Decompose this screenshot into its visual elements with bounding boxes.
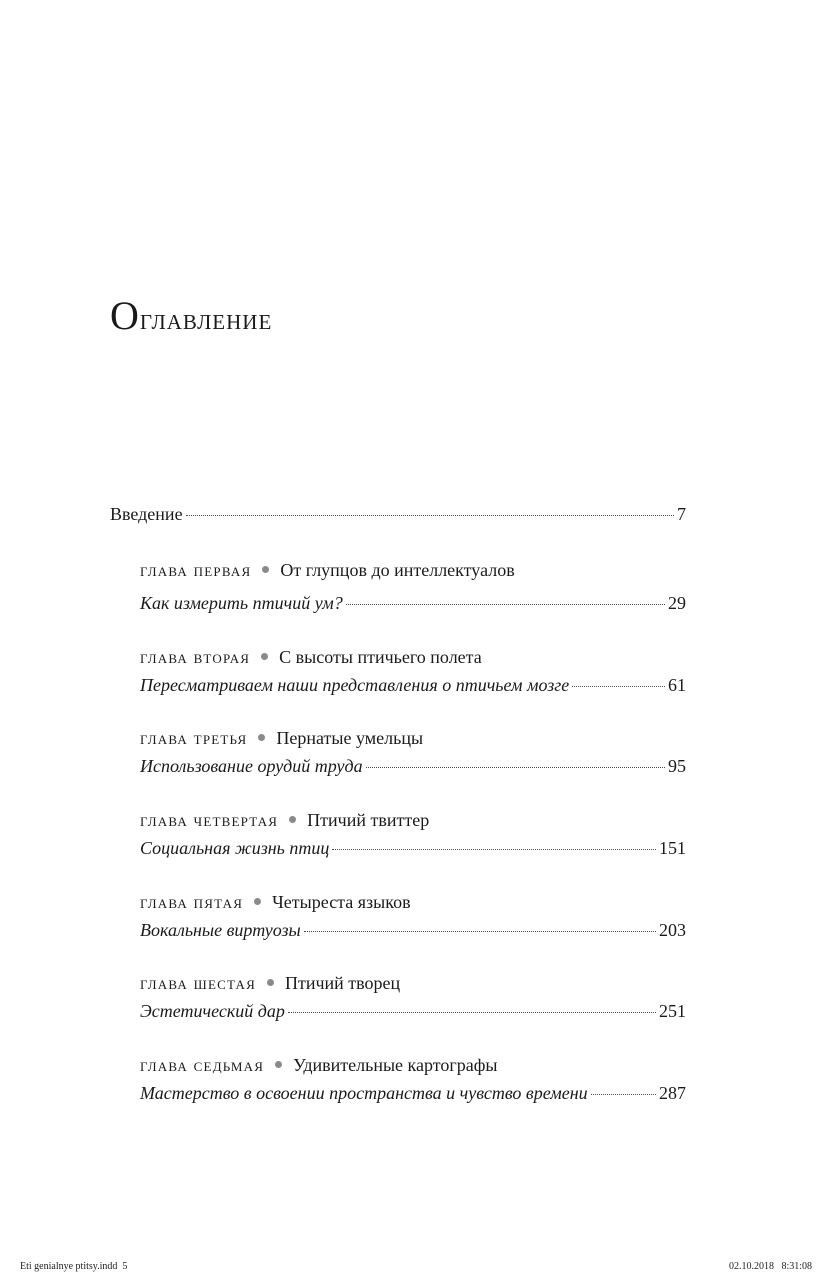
footer-page-number: 5	[122, 1261, 128, 1272]
bullet-icon	[261, 653, 268, 660]
chapter-6-entry[interactable]	[140, 999, 686, 1023]
dot-leader	[591, 1094, 656, 1095]
bullet-icon	[267, 979, 274, 986]
chapter-page: 29	[668, 593, 686, 613]
chapter-4-heading[interactable]	[140, 808, 429, 832]
chapter-subtitle: Социальная жизнь птиц	[140, 838, 330, 858]
chapter-subtitle: Вокальные виртуозы	[140, 920, 301, 940]
dot-leader	[186, 515, 674, 516]
chapter-label: глава шестая	[140, 973, 256, 993]
dot-leader	[288, 1012, 656, 1013]
chapter-page: 61	[668, 675, 686, 695]
chapter-page: 151	[659, 838, 686, 858]
footer-time: 8:31:08	[781, 1261, 812, 1272]
chapter-subtitle: Использование орудий труда	[140, 756, 363, 776]
page-title	[110, 293, 273, 338]
chapter-2-entry[interactable]	[140, 673, 686, 697]
chapter-4-entry[interactable]	[140, 836, 686, 860]
chapter-title: Удивительные картографы	[293, 1055, 498, 1075]
toc-intro-label: Введение	[110, 504, 183, 524]
chapter-subtitle: Мастерство в освоении пространства и чувство времени	[140, 1083, 588, 1103]
toc-intro-page: 7	[677, 504, 686, 524]
chapter-label: глава первая	[140, 560, 252, 580]
chapter-7-entry[interactable]	[140, 1081, 686, 1105]
chapter-title: От глупцов до интеллектуалов	[280, 560, 515, 580]
dot-leader	[346, 604, 665, 605]
bullet-icon	[262, 566, 269, 573]
bullet-icon	[275, 1061, 282, 1068]
dot-leader	[572, 686, 665, 687]
title-rest: главление	[139, 303, 273, 336]
dot-leader	[332, 849, 656, 850]
chapter-label: глава четвертая	[140, 810, 279, 830]
chapter-title: С высоты птичьего полета	[279, 647, 482, 667]
footer-file-info	[20, 1261, 127, 1273]
chapter-5-heading[interactable]	[140, 890, 411, 914]
chapter-5-entry[interactable]	[140, 918, 686, 942]
chapter-2-heading[interactable]	[140, 645, 482, 669]
chapter-7-heading[interactable]	[140, 1053, 498, 1077]
chapter-3-entry[interactable]	[140, 754, 686, 778]
chapter-1-heading[interactable]	[140, 558, 515, 582]
bullet-icon	[258, 734, 265, 741]
footer-timestamp	[729, 1261, 812, 1273]
chapter-6-heading[interactable]	[140, 971, 400, 995]
chapter-label: глава третья	[140, 728, 248, 748]
chapter-title: Птичий твиттер	[307, 810, 430, 830]
chapter-subtitle: Пересматриваем наши представления о птичьем мозге	[140, 675, 570, 695]
chapter-page: 251	[659, 1001, 686, 1021]
bullet-icon	[254, 898, 261, 905]
chapter-title: Птичий творец	[284, 973, 401, 993]
chapter-3-heading[interactable]	[140, 726, 423, 750]
title-initial: О	[110, 293, 140, 338]
dot-leader	[366, 767, 665, 768]
chapter-page: 95	[668, 756, 686, 776]
footer-filename: Eti genialnye ptitsy.indd	[20, 1261, 118, 1272]
chapter-subtitle: Как измерить птичий ум?	[140, 593, 343, 613]
footer-date: 02.10.2018	[728, 1261, 774, 1272]
chapter-label: глава вторая	[140, 647, 251, 667]
chapter-subtitle: Эстетический дар	[140, 1001, 285, 1021]
chapter-page: 203	[659, 920, 686, 940]
toc-intro[interactable]	[110, 502, 686, 526]
chapter-label: глава седьмая	[140, 1055, 265, 1075]
chapter-page: 287	[659, 1083, 686, 1103]
dot-leader	[304, 931, 656, 932]
chapter-title: Пернатые умельцы	[276, 728, 424, 748]
chapter-title: Четыреста языков	[272, 892, 411, 912]
chapter-label: глава пятая	[140, 892, 244, 912]
bullet-icon	[289, 816, 296, 823]
chapter-1-entry[interactable]	[140, 591, 686, 615]
